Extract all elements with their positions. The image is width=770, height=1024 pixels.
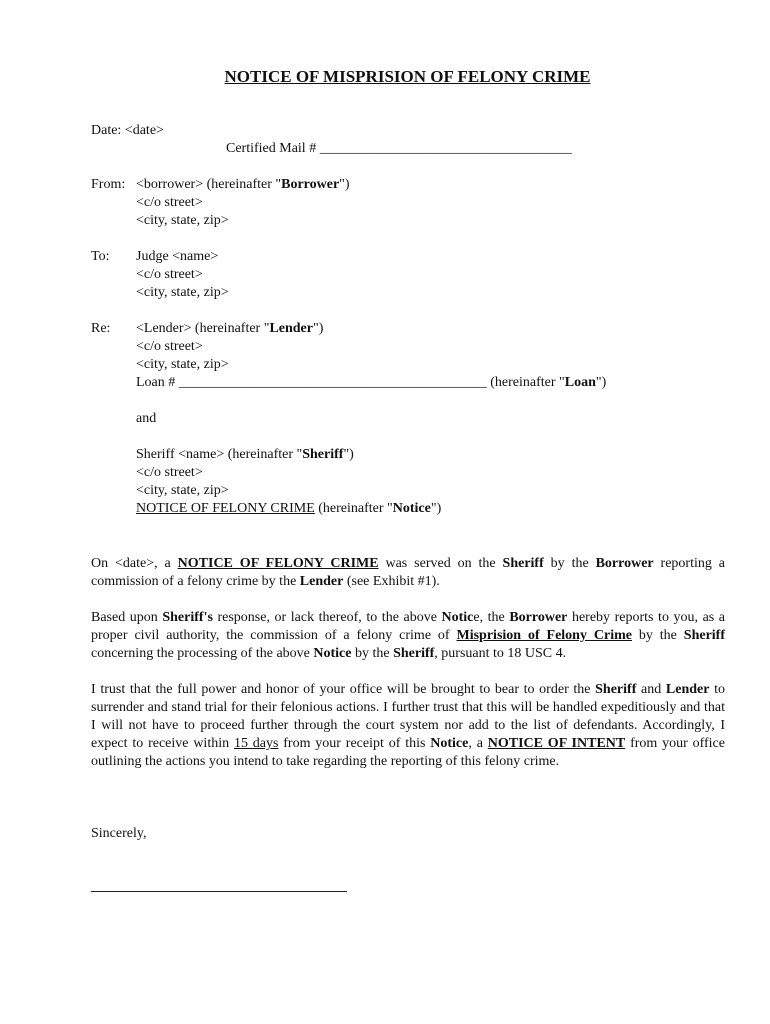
sheriff-line-3: <city, state, zip> [136,483,229,498]
from-line-1: <borrower> (hereinafter "Borrower") [136,177,350,192]
paragraph-3: I trust that the full power and honor of your office will be brought to bear to order the Sheriff and Lender to surrender and stand trial for their felonious actions. I further trust that this will be handled expeditiously and that I will not have to proceed further through the court system nor add to the list of defendants. Accordingly, I expect to receive within 15 days from your receipt of this Notice, a NOTICE OF INTENT from your office outlining the actions you intend to take regarding the reporting of this felony crime. [91,682,725,769]
to-label: To: [91,249,110,264]
to-line-2: <c/o street> [136,267,203,282]
re-line-1: <Lender> (hereinafter "Lender") [136,321,324,336]
date-line: Date: <date> [91,123,164,138]
notice-reference-line: NOTICE OF FELONY CRIME (hereinafter "Notice") [136,501,442,516]
sheriff-line-1: Sheriff <name> (hereinafter "Sheriff") [136,447,354,462]
to-line-1: Judge <name> [136,249,219,264]
re-line-3: <city, state, zip> [136,357,229,372]
loan-line: Loan # ____________________________________________ (hereinafter "Loan") [136,375,607,390]
from-label: From: [91,177,126,192]
re-line-2: <c/o street> [136,339,203,354]
paragraph-1: On <date>, a NOTICE OF FELONY CRIME was served on the Sheriff by the Borrower reporting a commission of a felony crime by the Lender (see Exhibit #1). [91,556,725,589]
sheriff-line-2: <c/o street> [136,465,203,480]
signature-line [91,891,347,892]
closing: Sincerely, [91,826,147,841]
re-label: Re: [91,321,111,336]
from-line-3: <city, state, zip> [136,213,229,228]
and-line: and [136,411,157,426]
page-title: NOTICE OF MISPRISION OF FELONY CRIME [224,67,591,86]
from-line-2: <c/o street> [136,195,203,210]
to-line-3: <city, state, zip> [136,285,229,300]
paragraph-2: Based upon Sheriff's response, or lack thereof, to the above Notice, the Borrower hereby reports to you, as a proper civil authority, the commission of a felony crime of Misprision of Felony Crime by the Sheriff concerning the processing of the above Notice by the Sheriff, pursuant to 18 USC 4. [91,610,726,661]
certified-mail-line: Certified Mail # ____________________________________ [226,141,572,156]
